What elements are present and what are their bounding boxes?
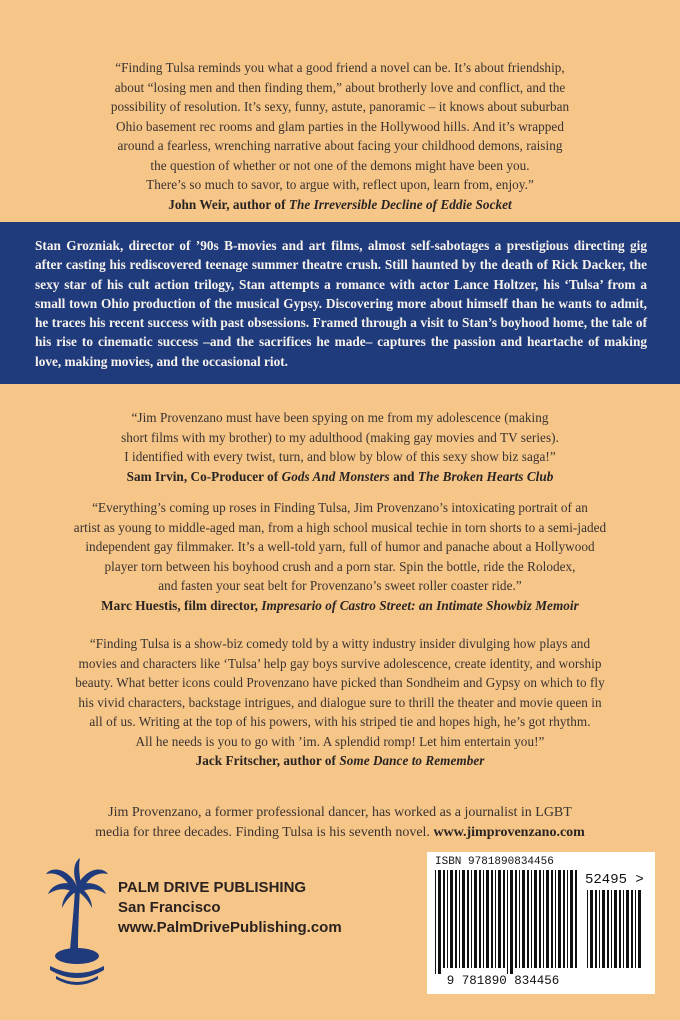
barcode-bar	[527, 870, 529, 968]
author-website[interactable]: www.jimprovenzano.com	[433, 825, 585, 840]
barcode-bar	[607, 890, 609, 968]
quote-line: the question of whether or not one of the demons might have been you.	[150, 157, 530, 173]
publisher-website[interactable]: www.PalmDrivePublishing.com	[118, 919, 342, 936]
publisher-text	[118, 878, 342, 938]
quote-line: All he needs is you to go with ’im. A splendid romp! Let him entertain you!”	[135, 733, 545, 749]
quote-line: “Jim Provenzano must have been spying on me from my adolescence (making	[131, 410, 549, 425]
barcode-bar	[599, 890, 600, 968]
quote-line: Ohio basement rec rooms and glam parties in the Hollywood hills. And it’s wrapped	[116, 118, 564, 134]
ean-barcode-bars-icon	[435, 870, 581, 974]
attribution-work: Impresario of Castro Street: an Intimate Showbiz Memoir	[261, 597, 579, 613]
addon-barcode-bars-icon	[587, 890, 645, 974]
quote-line: “Everything’s coming up roses in Finding Tulsa, Jim Provenzano’s intoxicating portrait of an	[92, 500, 588, 515]
quote-line: There’s so much to savor, to argue with, reflect upon, learn from, enjoy.”	[146, 177, 534, 192]
barcode-bar	[563, 870, 565, 968]
attribution-name: Marc Huestis, film director,	[101, 597, 258, 613]
barcode-bar	[491, 870, 493, 968]
quote-jack-fritscher	[30, 634, 650, 771]
quote-line: beauty. What better icons could Provenzano have picked than Sondheim and Gypsy on which to fly	[75, 675, 605, 690]
quote-line: around a fearless, wrenching narrative about facing your childhood demons, raising	[117, 138, 563, 153]
barcode-bar	[534, 870, 537, 968]
barcode-bar	[587, 890, 588, 968]
attribution-name: Sam Irvin, Co-Producer of	[126, 468, 279, 484]
barcode-bar	[555, 870, 556, 968]
barcode-bar	[447, 870, 448, 968]
barcode-bar	[638, 890, 641, 968]
barcode-bar	[515, 870, 517, 968]
quote-john-weir	[30, 58, 650, 214]
barcode-bar	[462, 870, 465, 968]
attribution-and: and	[393, 468, 415, 484]
barcode-bar	[575, 870, 577, 968]
synopsis-text: Stan Grozniak, director of ’90s B-movies and art films, almost self-sabotages a prestigious directing gig after casting his rediscovered teenage summer theatre crush. Still haunted by the death of Rick Dacker, the sexy star of his cult action trilogy, Stan attempts a romance with actor Lance Holtzer, his ‘Tulsa’ from a small town Ohio production of the musical Gypsy. Discovering more about himself than he wants to admit, he traces his recent success with past obsessions. Framed through a visit to Stan’s boyhood home, the tale of his rise to cinematic success –and the sacrifices he made– captures the passion and heartache of making love, making movies, and the occasional riot.	[35, 238, 647, 369]
palm-tree-logo-icon	[44, 858, 110, 990]
barcode-bar	[543, 870, 544, 968]
barcode-bar	[503, 870, 505, 968]
quote-sam-irvin	[30, 408, 650, 486]
barcode-bar	[459, 870, 460, 968]
quote-marc-huestis	[30, 498, 650, 615]
barcode-bar	[435, 870, 436, 974]
barcode-bar	[623, 890, 624, 968]
quote-line: player torn between his boyhood crush and a porn star. Spin the bottle, ride the Rolodex,	[104, 558, 576, 574]
quote-attribution	[30, 467, 650, 487]
barcode-bar	[510, 870, 513, 974]
barcode-bar	[626, 890, 629, 968]
barcode-bar	[595, 890, 597, 968]
barcode-bar	[558, 870, 561, 968]
barcode-bar	[531, 870, 532, 968]
barcode-bar	[539, 870, 541, 968]
quote-line: his vivid characters, backstage intrigues, and dialogue sure to thrill the theater and movie queen in	[78, 694, 602, 710]
barcode-bar	[474, 870, 477, 968]
barcode-bar	[498, 870, 501, 968]
quote-line: movies and characters like ‘Tulsa’ help gay boys survive adolescence, create identity, and worship	[78, 655, 602, 671]
barcode-bar	[602, 890, 605, 968]
barcode-bar	[631, 890, 633, 968]
quote-line: “Finding Tulsa reminds you what a good friend a novel can be. It’s about friendship,	[115, 60, 565, 75]
barcode-bar	[551, 870, 553, 968]
author-bio-line: media for three decades. Finding Tulsa is his seventh novel.	[95, 825, 430, 840]
barcode-digits: 9 781890 834456	[446, 974, 560, 988]
quote-line: short films with my brother) to my adulthood (making gay movies and TV series).	[121, 429, 559, 445]
attribution-work: The Irreversible Decline of Eddie Socket	[288, 196, 512, 212]
barcode-bar	[467, 870, 469, 968]
barcode-bar	[486, 870, 489, 968]
barcode-bar	[619, 890, 621, 968]
barcode-bar	[471, 870, 472, 968]
barcode-bar	[495, 870, 496, 968]
quote-attribution	[30, 751, 650, 771]
barcode-bar	[450, 870, 453, 968]
barcode-bar	[483, 870, 484, 968]
attribution-name: Jack Fritscher, author of	[195, 753, 337, 768]
publisher-block	[44, 858, 404, 998]
attribution-work: Gods And Monsters	[281, 468, 390, 484]
barcode-bar	[479, 870, 481, 968]
barcode-bar	[614, 890, 617, 968]
barcode-bar	[570, 870, 573, 968]
barcode-bar	[611, 890, 612, 968]
attribution-work: The Broken Hearts Club	[417, 468, 554, 484]
quote-line: artist as young to middle-aged man, from a high school musical techie in torn shorts to a semi-jaded	[73, 519, 607, 535]
quote-line: I identified with every twist, turn, and blow by blow of this sexy show biz saga!”	[124, 449, 556, 464]
quote-line: possibility of resolution. It’s sexy, funny, astute, panoramic – it knows about suburban	[110, 99, 570, 114]
barcode-bar	[567, 870, 568, 968]
publisher-city: San Francisco	[118, 899, 221, 916]
quote-line: independent gay filmmaker. It’s a well-told yarn, full of humor and panache about a Hollywood	[85, 539, 595, 554]
barcode-bar	[590, 890, 593, 968]
barcode-bar	[507, 870, 508, 974]
author-bio	[30, 803, 650, 843]
barcode-bar	[519, 870, 520, 968]
publisher-name: PALM DRIVE PUBLISHING	[118, 879, 307, 896]
attribution-name: John Weir, author of	[168, 196, 286, 212]
quote-attribution	[30, 596, 650, 616]
price-code: 52495 >	[585, 872, 644, 888]
barcode-bar	[438, 870, 441, 974]
author-bio-line: Jim Provenzano, a former professional dancer, has worked as a journalist in LGBT	[108, 805, 572, 820]
quote-line: all of us. Writing at the top of his powers, with his striped tie and hopes high, he’s got rhythm.	[89, 714, 591, 729]
attribution-work: Some Dance to Remember	[339, 753, 485, 768]
barcode-bar	[635, 890, 636, 968]
quote-attribution	[30, 195, 650, 215]
barcode-bar	[546, 870, 549, 968]
quote-line: “Finding Tulsa is a show-biz comedy told by a witty industry insider divulging how plays and	[89, 636, 591, 651]
barcode-bar	[455, 870, 457, 968]
isbn-label: ISBN 9781890834456	[435, 856, 554, 868]
barcode-bar	[522, 870, 525, 968]
quote-line: and fasten your seat belt for Provenzano’s sweet roller coaster ride.”	[158, 578, 522, 593]
barcode-bar	[443, 870, 445, 968]
quote-line: about “losing men and then finding them,” about brotherly love and conflict, and the	[114, 79, 566, 95]
isbn-barcode	[427, 852, 655, 994]
